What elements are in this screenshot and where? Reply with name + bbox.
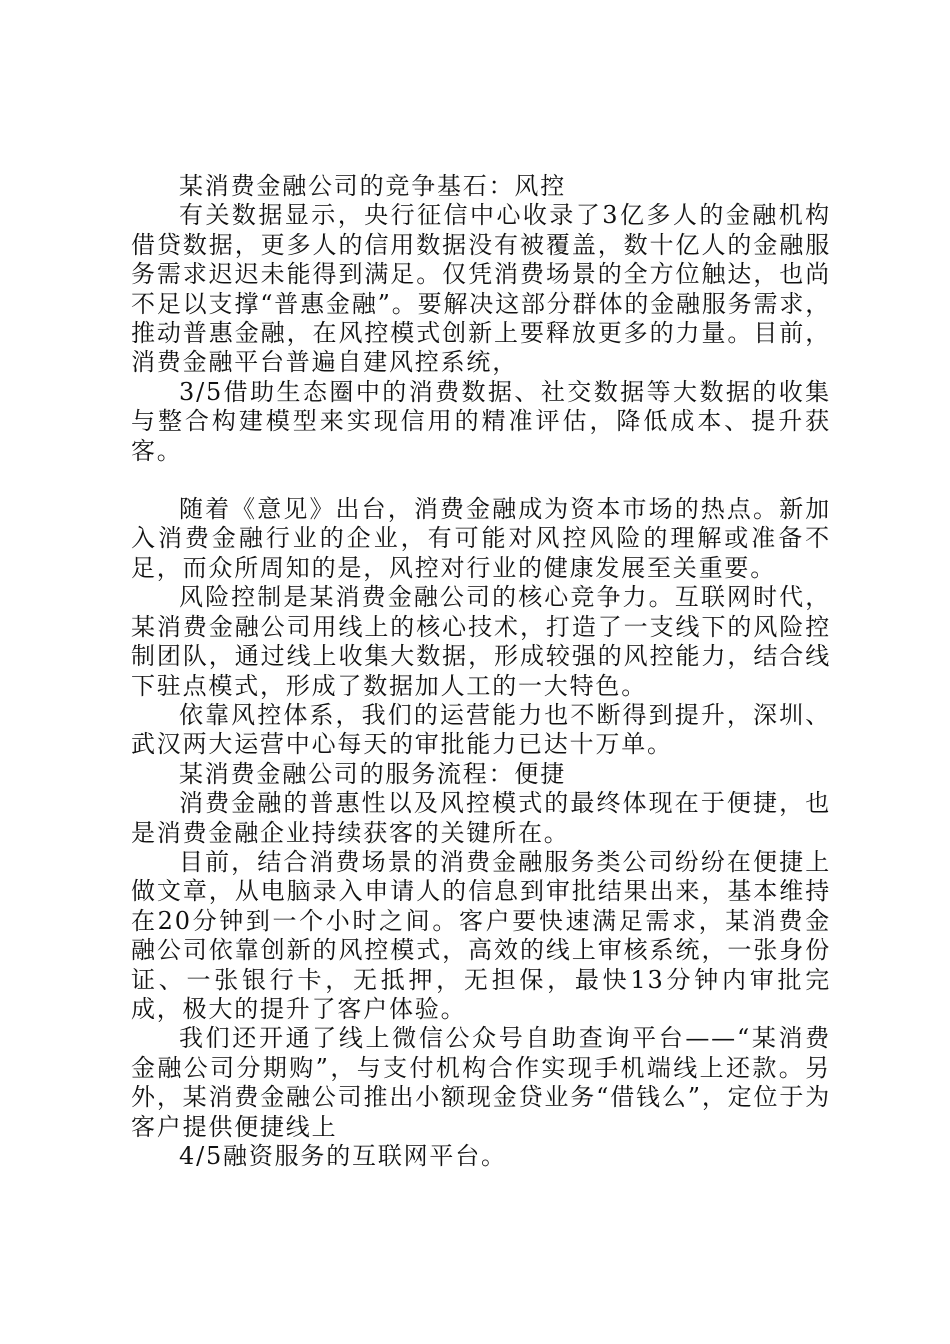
section-heading-risk-control: 某消费金融公司的竞争基石：风控 — [179, 172, 566, 200]
paragraph: 依靠风控体系，我们的运营能力也不断得到提升，深圳、武汉两大运营中心每天的审批能力已达十万单。 — [131, 700, 831, 759]
paragraph: 我们还开通了线上微信公众号自助查询平台——“某消费金融公司分期购”，与支付机构合作实现手机端线上还款。另外，某消费金融公司推出小额现金贷业务“借钱么”，定位于为客户提供便捷线上 — [131, 1024, 831, 1141]
paragraph: 目前，结合消费场景的消费金融服务类公司纷纷在便捷上做文章，从电脑录入申请人的信息到审批结果出来，基本维持在20分钟到一个小时之间。客户要快速满足需求，某消费金融公司依靠创新的风控模式，高效的线上审核系统，一张身份证、一张银行卡，无抵押，无担保，最快13分钟内审批完成，极大的提升了客户体验。 — [131, 847, 831, 1023]
section-heading-service-process: 某消费金融公司的服务流程：便捷 — [179, 759, 566, 788]
paragraph: 有关数据显示，央行征信中心收录了3亿多人的金融机构借贷数据，更多人的信用数据没有被覆盖，数十亿人的金融服务需求迟迟未能得到满足。仅凭消费场景的全方位触达，也尚不足以支撑“普惠金融”。要解决这部分群体的金融服务需求，推动普惠金融，在风控模式创新上要释放更多的力量。目前，消费金融平台普遍自建风控系统， — [131, 201, 831, 377]
paragraph: 风险控制是某消费金融公司的核心竞争力。互联网时代，某消费金融公司用线上的核心技术，打造了一支线下的风险控制团队，通过线上收集大数据，形成较强的风控能力，结合线下驻点模式，形成了数据加人工的一大特色。 — [131, 583, 831, 700]
paragraph: 随着《意见》出台，消费金融成为资本市场的热点。新加入消费金融行业的企业，有可能对风控风险的理解或准备不足，而众所周知的是，风控对行业的健康发展至关重要。 — [131, 495, 831, 582]
paragraph: 3/5借助生态圈中的消费数据、社交数据等大数据的收集与整合构建模型来实现信用的精准评估，降低成本、提升获客。 — [131, 377, 831, 465]
paragraph: 4/5融资服务的互联网平台。 — [179, 1142, 507, 1170]
document-body — [131, 172, 831, 1171]
paragraph: 消费金融的普惠性以及风控模式的最终体现在于便捷，也是消费金融企业持续获客的关键所在。 — [131, 789, 831, 847]
